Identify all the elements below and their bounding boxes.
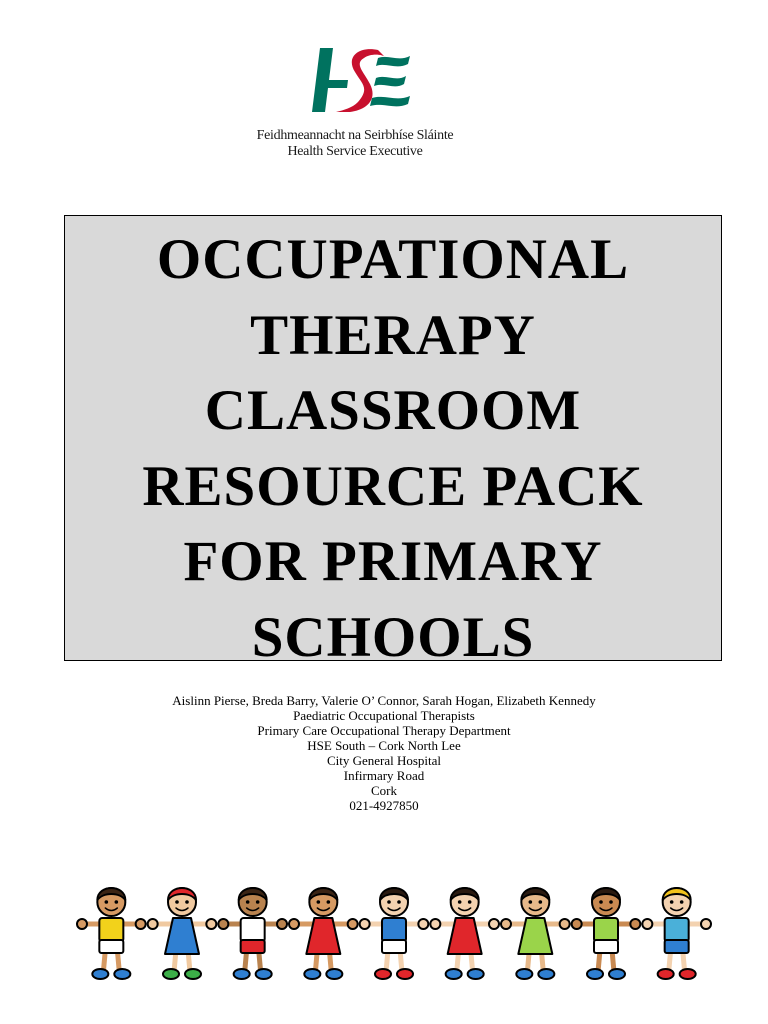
child-eye [115, 900, 119, 904]
child-eye [609, 900, 613, 904]
child-shorts [665, 940, 689, 953]
child-hand [360, 919, 370, 929]
child-hand [572, 919, 582, 929]
child-shoe [163, 969, 179, 979]
child-figure [642, 888, 711, 979]
child-shoe [538, 969, 554, 979]
child-hand [289, 919, 299, 929]
title-box [64, 215, 722, 669]
child-hand [206, 919, 216, 929]
title-line: OCCUPATIONAL [156, 228, 630, 291]
author-role: Paediatric Occupational Therapists [293, 708, 475, 723]
child-shoe [304, 969, 320, 979]
phone-number: 021-4927850 [349, 798, 419, 813]
child-hand [148, 919, 158, 929]
child-eye [256, 900, 260, 904]
child-shoe [234, 969, 250, 979]
child-figure [218, 888, 287, 979]
child-shoe [587, 969, 603, 979]
organisation-name [230, 128, 480, 160]
child-shirt [594, 918, 618, 942]
child-shorts [382, 940, 406, 953]
child-figure [289, 888, 358, 979]
child-hand [418, 919, 428, 929]
child-hand [501, 919, 511, 929]
title-line: CLASSROOM [204, 379, 582, 442]
child-eye [185, 900, 189, 904]
hse-logo [300, 38, 420, 122]
child-shoe [446, 969, 462, 979]
child-shorts [99, 940, 123, 953]
child-eye [670, 900, 674, 904]
child-eye [175, 900, 179, 904]
child-figure [430, 888, 499, 979]
child-shoe [658, 969, 674, 979]
child-shoe [326, 969, 342, 979]
child-shirt [99, 918, 123, 942]
org-name-irish: Feidhmeannacht na Seirbhíse Sláinte [256, 128, 454, 143]
street: Infirmary Road [343, 768, 425, 783]
child-shoe [397, 969, 413, 979]
child-figure [572, 888, 641, 979]
title-line: RESOURCE PACK [142, 454, 644, 518]
region: HSE South – Cork North Lee [307, 738, 461, 753]
child-figure [148, 888, 217, 979]
document-title [65, 216, 721, 675]
child-eye [599, 900, 603, 904]
child-hand [77, 919, 87, 929]
child-shoe [516, 969, 532, 979]
child-eye [468, 900, 472, 904]
child-figure [501, 888, 570, 979]
logo-letter-e [376, 56, 410, 66]
child-eye [680, 900, 684, 904]
child-hand [218, 919, 228, 929]
child-eye [317, 900, 321, 904]
child-eye [246, 900, 250, 904]
child-hand [701, 919, 711, 929]
child-eye [539, 900, 543, 904]
child-shirt [665, 918, 689, 942]
child-shoe [468, 969, 484, 979]
child-eye [105, 900, 109, 904]
child-shoe [92, 969, 108, 979]
child-hand [560, 919, 570, 929]
credits-block [64, 693, 704, 813]
title-line: THERAPY [250, 303, 536, 367]
child-hand [489, 919, 499, 929]
child-eye [529, 900, 533, 904]
child-shorts [594, 940, 618, 953]
child-shirt [382, 918, 406, 942]
child-shorts [241, 940, 265, 953]
child-shoe [680, 969, 696, 979]
city: Cork [371, 783, 397, 798]
title-line: FOR PRIMARY [183, 530, 603, 593]
child-hand [136, 919, 146, 929]
org-name-english: Health Service Executive [287, 144, 423, 159]
child-shoe [114, 969, 130, 979]
child-eye [397, 900, 401, 904]
child-hand [430, 919, 440, 929]
authors: Aislinn Pierse, Breda Barry, Valerie O’ Connor, Sarah Hogan, Elizabeth Kennedy [172, 693, 596, 708]
child-figure [360, 888, 429, 979]
child-shoe [256, 969, 272, 979]
child-eye [458, 900, 462, 904]
child-hand [348, 919, 358, 929]
children-holding-hands-icon [76, 880, 712, 984]
child-eye [327, 900, 331, 904]
child-shirt [241, 918, 265, 942]
department: Primary Care Occupational Therapy Department [257, 723, 511, 738]
child-figure [77, 888, 146, 979]
child-eye [387, 900, 391, 904]
child-shoe [609, 969, 625, 979]
child-shoe [375, 969, 391, 979]
child-hand [630, 919, 640, 929]
child-shoe [185, 969, 201, 979]
child-hand [277, 919, 287, 929]
title-line: SCHOOLS [251, 605, 535, 669]
child-hand [642, 919, 652, 929]
hospital: City General Hospital [326, 753, 442, 768]
